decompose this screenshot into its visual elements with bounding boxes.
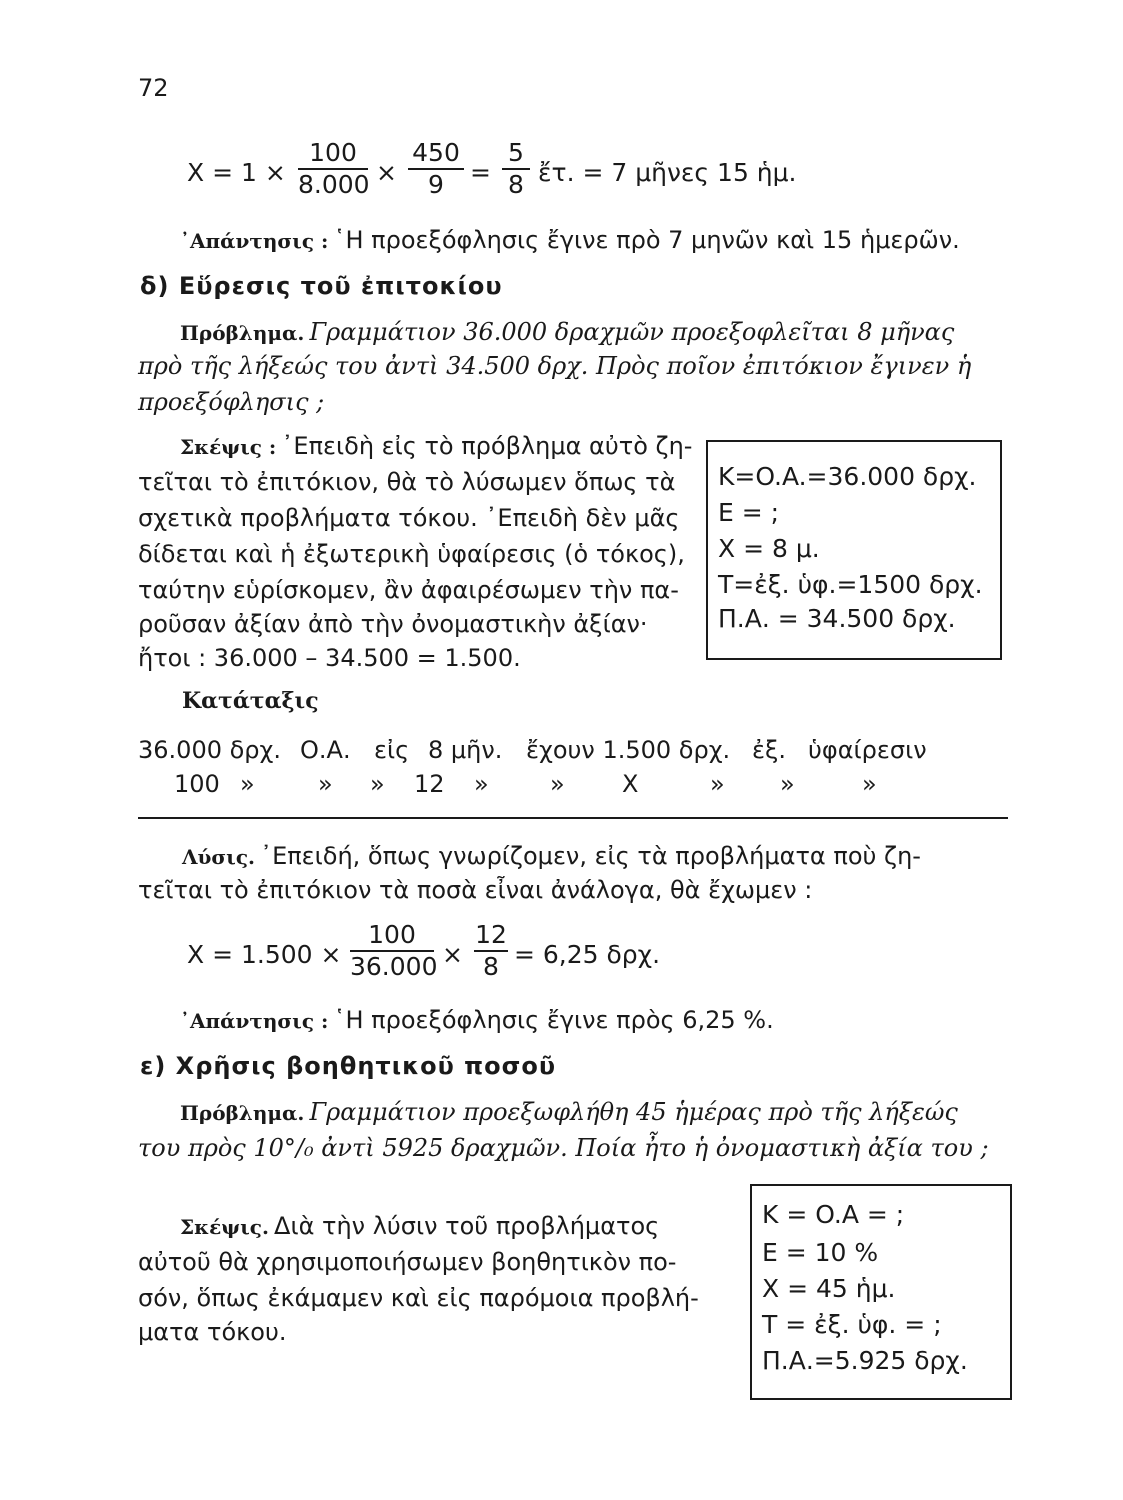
thought-line: ροῦσαν ἀξίαν ἀπὸ τὴν ὀνομαστικὴν ἀξίαν· [138,610,648,638]
givens-box-2 [750,1184,1012,1400]
answer-2 [180,1006,774,1034]
givens-line: Π.Α.=5.925 δρχ. [762,1346,968,1375]
givens-line: X = 8 μ. [718,534,820,563]
solution-line: ᾿Επειδή, ὅπως γνωρίζομεν, εἰς τὰ προβλήματα ποὺ ζη- [260,842,921,870]
formula-1-fraction-a [298,138,368,200]
thought-line: δίδεται καὶ ἡ ἐξωτερικὴ ὑφαίρεσις (ὁ τόκος), [138,540,685,568]
givens-box-1 [706,440,1002,660]
page-number: 72 [138,74,169,102]
givens-line: T = ἐξ. ὑφ. = ; [762,1310,942,1339]
fraction-denominator: 9 [428,170,444,199]
arrangement-cell: ἔχουν 1.500 δρχ. [526,736,731,764]
answer-text: ῾Η προεξόφλησις ἔγινε πρὸς 6,25 %. [333,1006,774,1034]
formula-1-result: ἔτ. = 7 μῆνες 15 ἡμ. [538,158,797,187]
thought-label: Σκέψις : [180,435,277,459]
problem-line: Γραμμάτιον προεξωφλήθη 45 ἡμέρας πρὸ τῆς λήξεώς [309,1098,958,1126]
separator-rule [138,817,1008,819]
fraction-numerator: 5 [508,138,524,167]
arrangement-cell: » [370,770,385,798]
arrangement-cell: » [474,770,489,798]
arrangement-cell: Ο.Α. [300,736,351,764]
arrangement-cell: 12 [414,770,445,798]
givens-line: Π.Α. = 34.500 δρχ. [718,604,956,633]
thought-label: Σκέψις. [180,1215,269,1239]
arrangement-cell: » [710,770,725,798]
fraction-numerator: 100 [368,920,416,949]
formula-2-result: = 6,25 δρχ. [514,940,661,969]
thought-line: ᾿Επειδὴ εἰς τὸ πρόβλημα αὐτὸ ζη- [281,432,693,460]
section-heading-d: δ) Εὕρεσις τοῦ ἐπιτοκίου [140,272,503,300]
arrangement-label: Κατάταξις [182,688,319,714]
answer-label: ᾿Απάντησις : [180,1009,329,1033]
thought-line: ματα τόκου. [138,1318,287,1346]
formula-2-prefix: X = 1.500 × [187,940,342,969]
arrangement-cell: 36.000 δρχ. [138,736,282,764]
fraction-numerator: 450 [412,138,460,167]
solution-line: τεῖται τὸ ἐπιτόκιον τὰ ποσὰ εἶναι ἀνάλογα, θὰ ἔχωμεν : [138,876,813,904]
answer-text: ῾Η προεξόφλησις ἔγινε πρὸ 7 μηνῶν καὶ 15 ἡμερῶν. [333,226,960,254]
arrangement-cell: » [318,770,333,798]
formula-2-fraction-a [350,920,438,982]
fraction-denominator: 8 [508,170,524,199]
givens-line: K = O.A = ; [762,1200,905,1229]
fraction-numerator: 100 [309,138,357,167]
arrangement-cell: ἐξ. [752,736,786,764]
arrangement-cell: 8 μῆν. [428,736,503,764]
answer-label: ᾿Απάντησις : [180,229,329,253]
arrangement-cell: ὑφαίρεσιν [808,736,927,764]
problem-line: προεξόφλησις ; [138,388,325,416]
arrangement-cell: » [240,770,255,798]
givens-line: E = 10 % [762,1238,879,1267]
givens-line: T=ἐξ. ὑφ.=1500 δρχ. [718,570,983,599]
answer-1 [180,226,960,254]
fraction-denominator: 8.000 [298,170,370,199]
arrangement-cell: » [550,770,565,798]
problem-label: Πρόβλημα. [180,321,305,345]
fraction-denominator: 36.000 [350,952,438,981]
problem-line: Γραμμάτιον 36.000 δραχμῶν προεξοφλεῖται 8 μῆνας [309,318,955,346]
arrangement-cell: » [862,770,877,798]
fraction-denominator: 8 [483,952,499,981]
formula-1-prefix: X = 1 × [187,158,286,187]
formula-1-equals: = [470,158,491,187]
thought-line: ἤτοι : 36.000 – 34.500 = 1.500. [138,644,521,672]
problem-line: του πρὸς 10°/₀ ἀντὶ 5925 δραχμῶν. Ποία ἦτο ἡ ὀνομαστικὴ ἀξία του ; [138,1134,989,1162]
section-heading-e: ε) Χρῆσις βοηθητικοῦ ποσοῦ [140,1052,557,1080]
thought-line: Διὰ τὴν λύσιν τοῦ προβλήματος [274,1212,660,1240]
givens-line: E = ; [718,498,780,527]
formula-1-times: × [376,158,397,187]
thought-line: σόν, ὅπως ἐκάμαμεν καὶ εἰς παρόμοια προβλή- [138,1284,699,1312]
givens-line: X = 45 ἡμ. [762,1274,896,1303]
problem-line: πρὸ τῆς λήξεώς του ἀντὶ 34.500 δρχ. Πρὸς ποῖον ἐπιτόκιον ἔγινεν ἡ [138,352,972,380]
formula-1-fraction-b [408,138,464,200]
arrangement-cell: » [780,770,795,798]
thought-line: ταύτην εὑρίσκομεν, ἂν ἀφαιρέσωμεν τὴν πα- [138,576,679,604]
formula-2-fraction-b [474,920,508,982]
thought-line: τεῖται τὸ ἐπιτόκιον, θὰ τὸ λύσωμεν ὅπως τὰ [138,468,676,496]
arrangement-cell: εἰς [374,736,410,764]
givens-line: K=O.A.=36.000 δρχ. [718,462,977,491]
solution-label: Λύσις. [182,845,255,869]
arrangement-cell: 100 [174,770,220,798]
arrangement-cell: X [622,770,639,798]
problem-label: Πρόβλημα. [180,1101,305,1125]
formula-2-times: × [442,940,463,969]
thought-line: σχετικὰ προβλήματα τόκου. ᾿Επειδὴ δὲν μᾶς [138,504,680,532]
formula-1-fraction-c [502,138,530,200]
thought-line: αὐτοῦ θὰ χρησιμοποιήσωμεν βοηθητικὸν πο- [138,1248,677,1276]
fraction-numerator: 12 [475,920,507,949]
